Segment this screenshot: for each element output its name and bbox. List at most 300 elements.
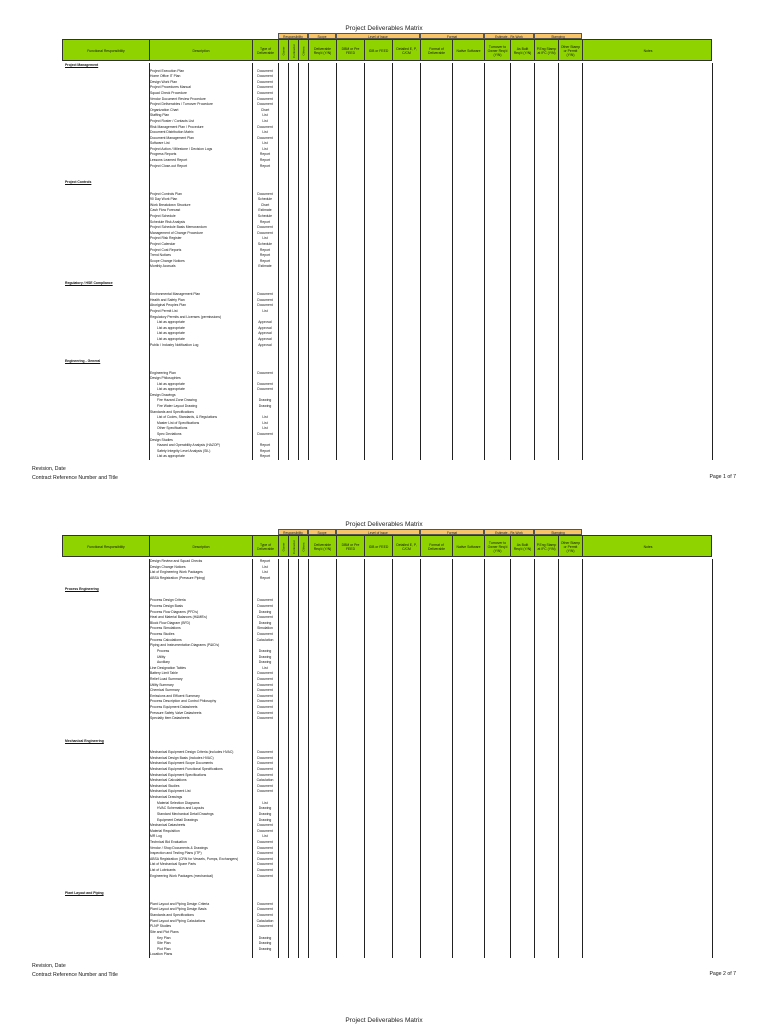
deliverable-type: Drawing xyxy=(258,811,272,816)
matrix-body xyxy=(62,63,712,460)
deliverable-type: Drawing xyxy=(258,398,272,403)
deliverable-description: Mechanical Equipment Specifications xyxy=(150,772,207,777)
deliverable-type: Drawing xyxy=(258,946,272,951)
deliverable-description: Document Management Plan xyxy=(150,135,194,140)
column-header: Format of Deliverable xyxy=(421,536,453,557)
deliverable-type: Document xyxy=(257,682,273,687)
deliverable-type: Report xyxy=(259,559,271,563)
deliverable-type: Document xyxy=(257,79,273,84)
deliverable-type: Document xyxy=(257,102,273,107)
deliverable-type: Document xyxy=(257,74,273,79)
column-header: Turnover to Owner Req'd (Y/N) xyxy=(485,40,511,61)
deliverable-type: List xyxy=(262,113,268,118)
deliverable-type: Report xyxy=(259,448,271,453)
deliverable-type: Document xyxy=(257,839,273,844)
deliverable-type: Document xyxy=(257,598,273,603)
deliverable-type: Estimate xyxy=(258,208,272,213)
deliverable-description: Pressure Safety Valve Datasheets xyxy=(150,710,202,715)
deliverable-description: Project Risk Register xyxy=(150,236,182,241)
grid-line xyxy=(484,559,485,958)
deliverable-description: Standard Mechanical Detail Drawings xyxy=(157,811,214,816)
deliverable-description: Plant Layout and Piping Design Basis xyxy=(150,907,207,912)
column-header: Turnover to Owner Req'd (Y/N) xyxy=(485,536,511,557)
deliverable-type: Approval xyxy=(258,325,272,330)
page-title: Project Deliverables Matrix xyxy=(345,521,423,528)
deliverable-type: Simulation xyxy=(257,626,273,631)
column-header: Description xyxy=(150,536,253,557)
column-header: Notes xyxy=(643,544,653,549)
deliverable-description: Mechanical Equipment Functional Specifications xyxy=(150,766,223,771)
deliverable-type: Drawing xyxy=(258,609,272,614)
grid-line xyxy=(278,559,279,958)
grid-line xyxy=(298,559,299,958)
deliverable-description: Health and Safety Plan xyxy=(150,297,185,302)
deliverable-type: List xyxy=(262,834,268,839)
grid-line xyxy=(308,559,309,958)
deliverable-type: Report xyxy=(259,158,271,163)
column-header: As Built Req'd (Y/N) xyxy=(511,40,535,61)
deliverable-type: Document xyxy=(257,688,273,693)
deliverable-description: Aboriginal Peoples Plan xyxy=(150,303,187,308)
column-header: IDB or FEED xyxy=(365,40,393,61)
deliverable-description: Project Execution Plan xyxy=(150,68,185,73)
deliverable-type: Document xyxy=(257,85,273,90)
grid-line xyxy=(364,63,365,460)
deliverable-type: Report xyxy=(259,219,271,224)
grid-line xyxy=(558,559,559,958)
group-header: Format xyxy=(420,529,484,535)
deliverable-description: Public / Industry Notification Log xyxy=(150,342,199,347)
deliverable-type: List xyxy=(262,420,268,425)
deliverable-type: Document xyxy=(257,603,273,608)
deliverable-type: Document xyxy=(257,230,273,235)
deliverable-type: Document xyxy=(257,96,273,101)
deliverable-description: Trend Notices xyxy=(150,253,171,258)
deliverable-description: Site Plan xyxy=(157,941,171,946)
deliverable-description: Equipment Detail Drawings xyxy=(157,817,198,822)
page-number: Page 2 of 7 xyxy=(709,971,736,977)
deliverable-description: Mechanical Equipment List xyxy=(150,789,191,794)
deliverable-type: Approval xyxy=(258,331,272,336)
deliverable-description: Specialty Item Datasheets xyxy=(150,716,190,721)
deliverable-type: Document xyxy=(257,766,273,771)
group-header: Scope xyxy=(308,529,336,535)
column-header: Native Software xyxy=(453,40,485,61)
column-header: Native Software xyxy=(453,536,485,557)
deliverable-type: Document xyxy=(257,716,273,721)
grid-line xyxy=(510,559,511,958)
deliverable-type: Document xyxy=(257,705,273,710)
deliverable-type: Drawing xyxy=(258,935,272,940)
deliverable-description: Vendor / Shop Documents & Drawings xyxy=(150,845,208,850)
deliverable-description: List as appropriate xyxy=(157,381,185,386)
deliverable-description: Battery Limit Table xyxy=(150,671,178,676)
column-header: Notes xyxy=(643,48,653,53)
column-header: Contractor xyxy=(289,536,299,557)
deliverable-description: Schedule Risk Analysis xyxy=(150,219,186,224)
column-header: DBM or Pre FEED xyxy=(337,40,365,61)
deliverable-description: Fire Water Layout Drawing xyxy=(157,404,198,409)
deliverable-type: Document xyxy=(257,615,273,620)
deliverable-type: Document xyxy=(257,297,273,302)
footer-revision: Revision, Date xyxy=(32,963,66,969)
grid-line xyxy=(484,63,485,460)
group-header: Responsibility xyxy=(278,33,308,39)
deliverable-description: Location Plans xyxy=(150,952,173,957)
grid-line xyxy=(558,63,559,460)
column-header: Type of Deliverable xyxy=(253,40,279,61)
deliverable-type: Document xyxy=(257,387,273,392)
deliverable-description: Staffing Plan xyxy=(150,113,170,118)
section-heading: Process Engineering xyxy=(65,587,99,592)
deliverable-type: Document xyxy=(257,828,273,833)
deliverable-description: Inspection and Testing Plans (ITP) xyxy=(150,851,202,856)
column-header: Functional Responsibility xyxy=(63,40,150,61)
deliverable-description: List as appropriate xyxy=(157,336,185,341)
deliverable-description: Other Specifications xyxy=(157,426,188,431)
deliverable-type: Chart xyxy=(260,202,270,207)
deliverable-type: Document xyxy=(257,135,273,140)
deliverable-description: Process Design Basis xyxy=(150,603,183,608)
deliverable-description: Progress Reports xyxy=(150,152,177,157)
column-header: P.Eng Stamp at IFC (Y/N) xyxy=(535,40,559,61)
deliverable-type: Drawing xyxy=(258,817,272,822)
deliverable-description: Mechanical Calculations xyxy=(150,778,187,783)
deliverable-description: Lessons Learned Report xyxy=(150,158,188,163)
deliverable-description: Process Flow Diagrams (PFD's) xyxy=(150,609,199,614)
deliverable-type: Document xyxy=(257,191,273,196)
deliverable-type: Document xyxy=(257,851,273,856)
deliverable-type: Document xyxy=(257,907,273,912)
deliverable-description: Regulatory Permits and Licenses (permissions) xyxy=(150,314,222,319)
deliverable-description: Design Review and Squad Checks xyxy=(150,559,203,563)
deliverable-description: List of Mechanical Spare Parts xyxy=(150,862,196,867)
deliverable-description: Project Roster / Contacts List xyxy=(150,118,194,123)
deliverable-description: Mechanical Equipment Scope Documents xyxy=(150,761,213,766)
deliverable-description: Project Controls Plan xyxy=(150,191,182,196)
page-title: Project Deliverables Matrix xyxy=(345,1017,423,1024)
deliverable-description: 90 Day Work Plan xyxy=(150,197,178,202)
deliverable-description: Key Plan xyxy=(157,935,171,940)
deliverable-description: Utility xyxy=(157,654,166,659)
deliverable-type: Document xyxy=(257,873,273,878)
grid-line xyxy=(452,63,453,460)
footer-revision: Revision, Date xyxy=(32,466,66,472)
deliverable-description: Plant Layout and Piping Design Criteria xyxy=(150,901,210,906)
deliverable-description: Chemical Summary xyxy=(150,688,180,693)
deliverable-type: Document xyxy=(257,370,273,375)
section-heading: Regulatory / HSE Compliance xyxy=(65,281,113,286)
deliverable-description: Scope Change Notices xyxy=(150,258,185,263)
group-header: Level of Issue xyxy=(336,33,420,39)
deliverable-description: HVAC Schematics and Layouts xyxy=(157,806,205,811)
column-header: Deliverable Req'd (Y/N) xyxy=(309,536,337,557)
deliverable-type: Report xyxy=(259,247,271,252)
group-header: Level of Issue xyxy=(336,529,420,535)
deliverable-type: Document xyxy=(257,845,273,850)
grid-line xyxy=(288,559,289,958)
deliverable-type: List xyxy=(262,141,268,146)
deliverable-description: List of Engineering Work Packages xyxy=(150,570,203,575)
deliverable-description: Engineering Work Packages (mechanical) xyxy=(150,873,214,878)
deliverable-type: Drawing xyxy=(258,941,272,946)
group-header: Stamping xyxy=(534,529,582,535)
deliverable-description: Standards and Specifications xyxy=(150,913,194,918)
deliverable-type: Document xyxy=(257,303,273,308)
deliverable-description: ABSA Registration (CRN for Vessels, Pumps, Exchangers) xyxy=(150,856,239,861)
deliverable-description: Spec Deviations xyxy=(157,432,182,437)
deliverable-type: Document xyxy=(257,90,273,95)
deliverable-description: Project Permit List xyxy=(150,309,178,314)
deliverable-description: Design Work Plan xyxy=(150,79,178,84)
column-header-row xyxy=(62,39,712,61)
deliverable-description: Process Simulations xyxy=(150,626,181,631)
column-header: As Built Req'd (Y/N) xyxy=(511,536,535,557)
deliverable-description: Utility Summary xyxy=(150,682,174,687)
column-header: IDB or FEED xyxy=(365,536,393,557)
group-header: Responsibility xyxy=(278,529,308,535)
grid-line xyxy=(582,63,583,460)
column-header: Owner xyxy=(279,536,289,557)
deliverable-type: Document xyxy=(257,868,273,873)
grid-line xyxy=(420,63,421,460)
deliverable-description: Emissions and Effluent Summary xyxy=(150,693,200,698)
deliverable-description: Hazard and Operability Analysis (HAZOP) xyxy=(157,443,220,448)
deliverable-description: Document Distribution Matrix xyxy=(150,130,194,135)
deliverable-type: List xyxy=(262,570,268,575)
grid-line xyxy=(452,559,453,958)
deliverable-type: Document xyxy=(257,789,273,794)
deliverable-type: Drawing xyxy=(258,654,272,659)
group-header: Estimate - Re-Work xyxy=(484,529,534,535)
grid-line xyxy=(582,559,583,958)
deliverable-type: Document xyxy=(257,124,273,129)
grid-line xyxy=(712,559,713,958)
deliverable-type: Document xyxy=(257,772,273,777)
deliverable-description: Plot Plan xyxy=(157,946,171,951)
deliverable-type: Document xyxy=(257,292,273,297)
column-header: P.Eng Stamp at IFC (Y/N) xyxy=(535,536,559,557)
deliverable-description: Design Drawings xyxy=(150,392,176,397)
deliverable-type: Document xyxy=(257,783,273,788)
deliverable-type: List xyxy=(262,426,268,431)
deliverable-type: Document xyxy=(257,913,273,918)
deliverable-type: Calculation xyxy=(256,637,274,642)
deliverable-description: Auxiliary xyxy=(157,660,170,665)
deliverable-description: Project Calendar xyxy=(150,241,176,246)
deliverable-type: List xyxy=(262,118,268,123)
deliverable-type: List xyxy=(262,236,268,241)
deliverable-description: Material Selection Diagrams xyxy=(157,800,200,805)
grid-line xyxy=(510,63,511,460)
section-heading: Plant Layout and Piping xyxy=(65,890,104,895)
deliverable-type: Report xyxy=(259,152,271,157)
deliverable-description: Line Designation Tables xyxy=(150,665,186,670)
deliverable-description: Home Office IT Plan xyxy=(150,74,181,79)
deliverable-type: Approval xyxy=(258,342,272,347)
column-header: Type of Deliverable xyxy=(253,536,279,557)
grid-line xyxy=(288,63,289,460)
deliverable-description: Master List of Specifications xyxy=(157,420,200,425)
deliverable-description: Standards and Specifications xyxy=(150,409,194,414)
deliverable-type: Document xyxy=(257,432,273,437)
deliverable-type: Document xyxy=(257,823,273,828)
deliverable-description: Mechanical Equipment Design Criteria (includes HVAC) xyxy=(150,750,234,755)
deliverable-type: Report xyxy=(259,258,271,263)
column-header: Contractor xyxy=(289,40,299,61)
deliverable-type: Approval xyxy=(258,336,272,341)
deliverable-type: Calculation xyxy=(256,918,274,923)
column-header: Deliverable Req'd (Y/N) xyxy=(309,40,337,61)
deliverable-type: List xyxy=(262,800,268,805)
deliverable-description: Work Breakdown Structure xyxy=(150,202,191,207)
deliverable-description: Mechanical Design Basis (includes HVAC) xyxy=(150,755,214,760)
deliverable-type: Document xyxy=(257,710,273,715)
grid-line xyxy=(392,559,393,958)
deliverable-type: Drawing xyxy=(258,620,272,625)
deliverable-description: Environmental Management Plan xyxy=(150,292,201,297)
deliverable-description: Site and Plot Plans xyxy=(150,929,179,934)
deliverable-description: Project Procedures Manual xyxy=(150,85,191,90)
deliverable-type: List xyxy=(262,665,268,670)
grid-line xyxy=(420,559,421,958)
deliverable-type: Document xyxy=(257,632,273,637)
grid-line xyxy=(712,63,713,460)
deliverable-type: Document xyxy=(257,856,273,861)
deliverable-description: Technical Bid Evaluation xyxy=(150,839,187,844)
deliverable-type: Document xyxy=(257,693,273,698)
deliverable-type: Drawing xyxy=(258,404,272,409)
deliverable-type: Drawing xyxy=(258,648,272,653)
deliverable-description: List as appropriate xyxy=(157,325,185,330)
deliverable-description: Risk Management Plan / Procedure xyxy=(150,124,204,129)
deliverable-type: Document xyxy=(257,901,273,906)
deliverable-description: List as appropriate xyxy=(157,454,185,459)
deliverable-type: Calculation xyxy=(256,778,274,783)
deliverable-type: List xyxy=(262,130,268,135)
column-header-row xyxy=(62,535,712,557)
grid-line xyxy=(392,63,393,460)
deliverable-description: Design Studies xyxy=(150,437,173,442)
deliverable-type: Estimate xyxy=(258,264,272,269)
deliverable-type: Report xyxy=(259,253,271,258)
deliverable-type: Schedule xyxy=(257,197,273,202)
deliverable-type: Document xyxy=(257,677,273,681)
page-title: Project Deliverables Matrix xyxy=(345,25,423,32)
grid-line xyxy=(308,63,309,460)
deliverable-type: Report xyxy=(259,575,271,580)
deliverable-type: Document xyxy=(257,671,273,676)
footer-contract: Contract Reference Number and Title xyxy=(32,475,118,481)
column-header: Other Stamp or Permit (Y/N) xyxy=(559,536,583,557)
deliverable-description: Material Requisition xyxy=(150,828,180,833)
grid-line xyxy=(336,559,337,958)
deliverable-description: Piping and Instrumentation Diagrams (P&ID's) xyxy=(150,643,220,648)
deliverable-type: Document xyxy=(257,381,273,386)
deliverable-description: List as appropriate xyxy=(157,387,185,392)
deliverable-type: Chart xyxy=(260,107,270,112)
deliverable-type: List xyxy=(262,146,268,151)
footer-contract: Contract Reference Number and Title xyxy=(32,972,118,978)
section-heading: Project Controls xyxy=(65,180,92,185)
deliverable-description: Relief Load Summary xyxy=(150,677,183,681)
deliverable-description: ABSA Registration (Pressure Piping) xyxy=(150,575,206,580)
deliverable-description: Squad Check Procedure xyxy=(150,90,187,95)
group-header: Stamping xyxy=(534,33,582,39)
column-header: Description xyxy=(150,40,253,61)
grid-line xyxy=(364,559,365,958)
deliverable-type: Document xyxy=(257,924,273,929)
deliverable-description: Project Close-out Report xyxy=(150,163,188,168)
deliverable-type: Document xyxy=(257,750,273,755)
grid-line xyxy=(534,559,535,958)
deliverable-description: Cash Flow Forecast xyxy=(150,208,181,213)
deliverable-description: Engineering Plan xyxy=(150,370,176,375)
deliverable-type: Document xyxy=(257,755,273,760)
grid-line xyxy=(298,63,299,460)
deliverable-type: Schedule xyxy=(257,213,273,218)
matrix-body xyxy=(62,559,712,958)
deliverable-description: Vendor Document Review Procedure xyxy=(150,96,206,101)
deliverable-description: Software List xyxy=(150,141,170,146)
group-header: Estimate - Re-Work xyxy=(484,33,534,39)
deliverable-description: Process Studies xyxy=(150,632,175,637)
deliverable-description: Project Cost Reports xyxy=(150,247,182,252)
deliverable-type: Document xyxy=(257,761,273,766)
deliverable-description: Design Change Notices xyxy=(150,564,186,569)
deliverable-description: List of Codes, Standards, & Regulations xyxy=(157,415,218,420)
column-header: Others xyxy=(299,40,309,61)
group-header: Format xyxy=(420,33,484,39)
deliverable-type: Approval xyxy=(258,320,272,325)
deliverable-description: Process Description and Control Philosophy xyxy=(150,699,217,704)
deliverable-description: List of Lubricants xyxy=(150,868,176,873)
deliverable-type: List xyxy=(262,309,268,314)
grid-line xyxy=(278,63,279,460)
deliverable-type: Report xyxy=(259,163,271,168)
section-heading: Mechanical Engineering xyxy=(65,738,104,743)
column-header: Detailed E, P, C/CM xyxy=(393,40,421,61)
deliverable-type: Drawing xyxy=(258,660,272,665)
deliverable-description: Monthly Accruals xyxy=(150,264,176,269)
column-header: Owner xyxy=(279,40,289,61)
deliverable-type: Document xyxy=(257,68,273,73)
deliverable-description: Process Design Criteria xyxy=(150,598,186,603)
deliverable-description: Process Equipment Datasheets xyxy=(150,705,198,710)
deliverable-type: Document xyxy=(257,862,273,867)
deliverable-description: Project Action / Milestone / Decision Logs xyxy=(150,146,213,151)
deliverable-type: Document xyxy=(257,699,273,704)
deliverable-type: List xyxy=(262,415,268,420)
deliverable-description: Process Calculations xyxy=(150,637,182,642)
deliverable-description: Mechanical Studies xyxy=(150,783,180,788)
deliverable-type: Report xyxy=(259,443,271,448)
deliverable-description: Project Deliverables / Turnover Procedure xyxy=(150,102,213,107)
deliverable-description: Mechanical Datasheets xyxy=(150,823,186,828)
group-header: Scope xyxy=(308,33,336,39)
deliverable-description: Project Schedule Basis Memorandum xyxy=(150,225,207,230)
page-number: Page 1 of 7 xyxy=(709,474,736,480)
deliverable-type: Document xyxy=(257,225,273,230)
deliverable-description: Design Philosophies xyxy=(150,376,181,381)
deliverable-description: Fire Hazard Zone Drawing xyxy=(157,398,197,403)
column-header: Others xyxy=(299,536,309,557)
deliverable-description: MR Log xyxy=(150,834,162,839)
deliverable-description: List as appropriate xyxy=(157,320,185,325)
deliverable-type: Report xyxy=(259,454,271,459)
deliverable-type: List xyxy=(262,564,268,569)
section-heading: Engineering - General xyxy=(65,359,101,364)
